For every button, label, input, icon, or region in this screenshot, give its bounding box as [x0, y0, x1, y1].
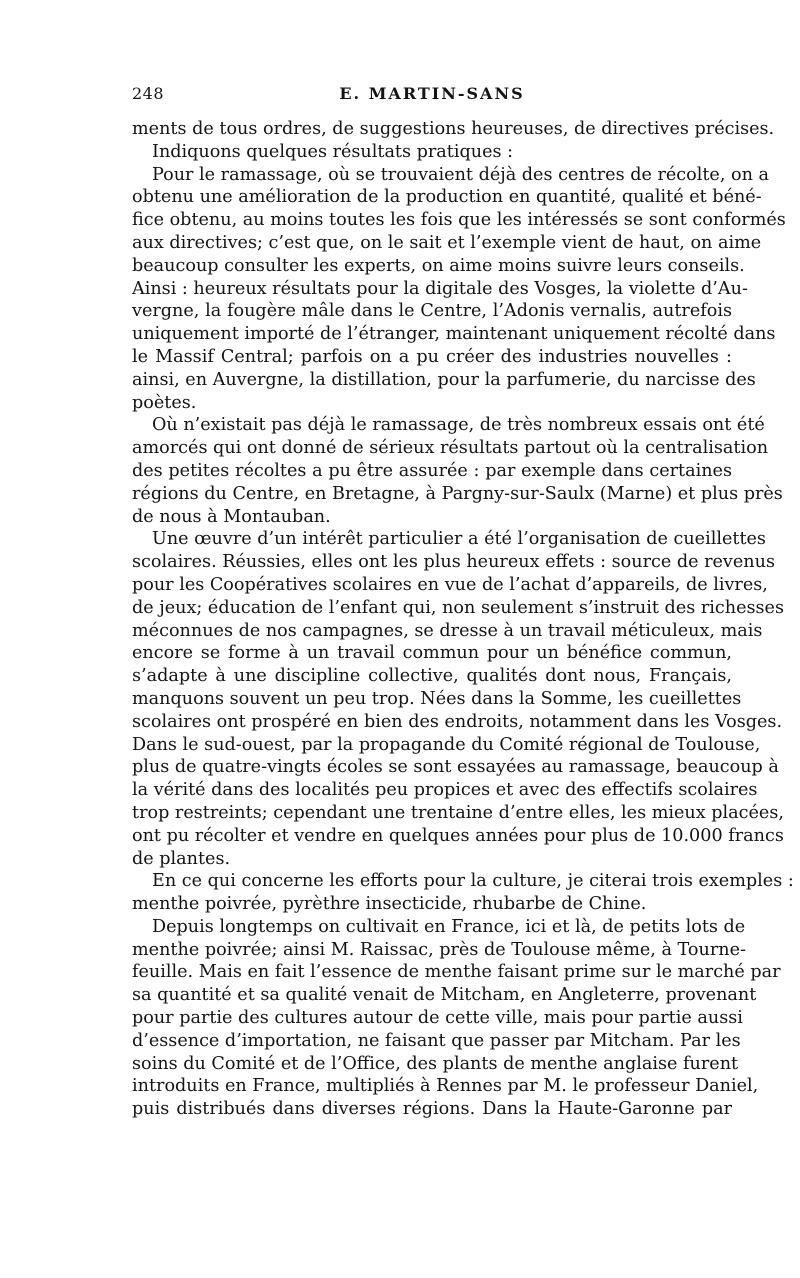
text-line: manquons souvent un peu trop. Nées dans la Somme, les cueillettes: [132, 688, 742, 709]
text-line: Indiquons quelques résultats pratiques :: [152, 141, 514, 162]
text-line: ments de tous ordres, de suggestions heureuses, de directives précises.: [132, 119, 775, 139]
text-line: amorcés qui ont donné de sérieux résultats partout où la centralisation: [132, 438, 769, 459]
text-line: uniquement importé de l’étranger, maintenant uniquement récolté dans: [132, 324, 776, 345]
text-line: ont pu récolter et vendre en quelques années pour plus de 10.000 francs: [132, 825, 784, 846]
text-line: sa quantité et sa qualité venait de Mitcham, en Angleterre, provenant: [132, 985, 757, 1006]
text-line: encore se forme à un travail commun pour un bénéfice commun,: [132, 643, 732, 664]
text-line: de jeux; éducation de l’enfant qui, non seulement s’instruit des richesses: [132, 597, 784, 618]
text-line: de nous à Montauban.: [132, 506, 331, 527]
text-line: la vérité dans des localités peu propices et avec des effectifs scolaires: [132, 780, 758, 801]
text-line: plus de quatre-vingts écoles se sont essayées au ramassage, beaucoup à: [132, 757, 779, 778]
running-head: E. MARTIN-SANS: [339, 84, 525, 103]
text-line: Où n’existait pas déjà le ramassage, de très nombreux essais ont été: [152, 415, 765, 436]
text-line: de plantes.: [132, 848, 231, 869]
text-line: obtenu une amélioration de la production en quantité, qualité et béné-: [132, 187, 762, 208]
text-line: méconnues de nos campagnes, se dresse à un travail méticuleux, mais: [132, 620, 763, 641]
text-line: régions du Centre, en Bretagne, à Pargny-sur-Saulx (Marne) et plus près: [132, 483, 783, 504]
text-line: Dans le sud-ouest, par la propagande du Comité régional de Toulouse,: [132, 734, 761, 755]
text-line: d’essence d’importation, ne faisant que passer par Mitcham. Par les: [132, 1030, 741, 1051]
text-line: fice obtenu, au moins toutes les fois que les intéressés se sont conformés: [132, 210, 786, 231]
page-number: 248: [132, 84, 165, 103]
text-line: Ainsi : heureux résultats pour la digitale des Vosges, la violette d’Au-: [132, 278, 748, 299]
text-line: pour partie des cultures autour de cette ville, mais pour partie aussi: [132, 1008, 743, 1029]
text-line: des petites récoltes a pu être assurée : par exemple dans certaines: [132, 460, 732, 481]
text-line: s’adapte à une discipline collective, qualités dont nous, Français,: [132, 666, 732, 687]
text-line: soins du Comité et de l’Office, des plants de menthe anglaise furent: [132, 1053, 739, 1074]
text-line: Une œuvre d’un intérêt particulier a été l’organisation de cueillettes: [152, 529, 766, 550]
text-line: feuille. Mais en fait l’essence de menthe faisant prime sur le marché par: [132, 962, 781, 983]
text-line: puis distribués dans diverses régions. Dans la Haute-Garonne par: [132, 1099, 732, 1120]
text-line: scolaires ont prospéré en bien des endroits, notamment dans les Vosges.: [132, 711, 783, 732]
text-body: [132, 118, 794, 1121]
text-line: Depuis longtemps on cultivait en France, ici et là, de petits lots de: [152, 916, 746, 937]
text-line: menthe poivrée; ainsi M. Raissac, près de Toulouse même, à Tourne-: [132, 939, 746, 960]
text-line: le Massif Central; parfois on a pu créer des industries nouvelles :: [132, 346, 732, 367]
text-line: introduits en France, multipliés à Rennes par M. le professeur Daniel,: [132, 1076, 759, 1097]
text-line: trop restreints; cependant une trentaine d’entre elles, les mieux placées,: [132, 802, 784, 823]
text-line: vergne, la fougère mâle dans le Centre, l’Adonis vernalis, autrefois: [132, 301, 732, 322]
text-line: menthe poivrée, pyrèthre insecticide, rhubarbe de Chine.: [132, 894, 647, 915]
text-line: scolaires. Réussies, elles ont les plus heureux effets : source de revenus: [132, 552, 775, 573]
text-line: ainsi, en Auvergne, la distillation, pour la parfumerie, du narcisse des: [132, 369, 756, 390]
text-line: Pour le ramassage, où se trouvaient déjà des centres de récolte, on a: [152, 164, 770, 185]
page-header: [132, 84, 732, 108]
text-line: beaucoup consulter les experts, on aime moins suivre leurs conseils.: [132, 255, 745, 276]
text-line: pour les Coopératives scolaires en vue de l’achat d’appareils, de livres,: [132, 574, 768, 595]
text-line: poètes.: [132, 392, 197, 413]
text-line: En ce qui concerne les efforts pour la culture, je citerai trois exemples :: [152, 871, 794, 892]
text-line: aux directives; c’est que, on le sait et l’exemple vient de haut, on aime: [132, 232, 762, 253]
